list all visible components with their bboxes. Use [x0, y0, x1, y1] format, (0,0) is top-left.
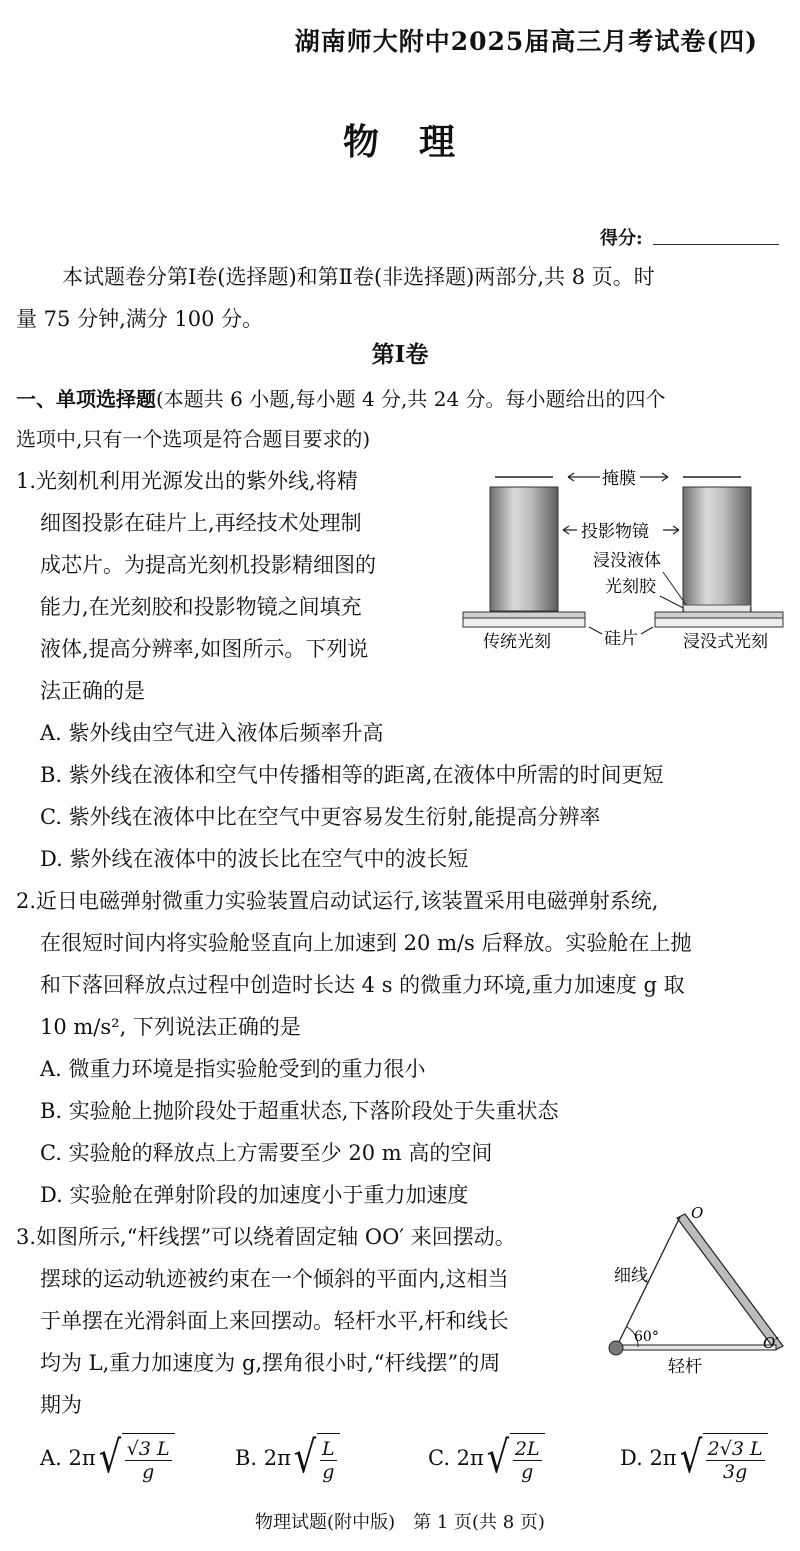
liquid-label: 浸没液体	[593, 551, 661, 571]
sqrt-sign: √ $\frac{2L}{g}$	[484, 1433, 545, 1483]
exam-header-title: 湖南师大附中2025届高三月考试卷(四)	[294, 27, 758, 56]
wafer-arrow-left	[589, 627, 602, 634]
section-one-title: 一、单项选择题	[16, 387, 156, 411]
q3-line-5: 期为	[40, 1393, 82, 1417]
q3-line-1: 3.如图所示,“杆线摆”可以绕着固定轴 OO′ 来回摆动。	[16, 1225, 516, 1249]
q1-option-d: D. 紫外线在液体中的波长比在空气中的波长短	[40, 847, 469, 871]
intro-line-2: 量 75 分钟,满分 100 分。	[16, 307, 264, 331]
lens-arrow-left	[563, 526, 577, 534]
q3-option-b	[235, 1433, 340, 1483]
q3-option-b-den: g	[322, 1461, 335, 1483]
q3-option-a-label: A. 2π	[40, 1446, 96, 1470]
section-one-desc-2: 选项中,只有一个选项是符合题目要求的)	[16, 427, 371, 451]
wafer-right	[655, 618, 783, 627]
q1-line-6: 法正确的是	[40, 679, 145, 703]
q1-line-5: 液体,提高分辨率,如图所示。下列说	[40, 637, 369, 661]
q3-option-d	[620, 1433, 768, 1483]
q2-line-1: 2.近日电磁弹射微重力实验装置启动试运行,该装置采用电磁弹射系统,	[16, 889, 659, 913]
traditional-label: 传统光刻	[483, 632, 551, 652]
q3-options-row	[0, 1433, 800, 1493]
wafer-left-resist	[463, 612, 585, 618]
rod-label: 轻杆	[668, 1357, 702, 1377]
pendulum-ball	[609, 1341, 623, 1355]
mask-arrow-right	[640, 473, 668, 481]
q3-option-c-num: 2L	[514, 1438, 540, 1460]
q3-line-2: 摆球的运动轨迹被约束在一个倾斜的平面内,这相当	[40, 1267, 509, 1291]
q2-option-d: D. 实验舱在弹射阶段的加速度小于重力加速度	[40, 1183, 469, 1207]
q2-option-a: A. 微重力环境是指实验舱受到的重力很小	[40, 1057, 426, 1081]
q3-line-4: 均为 L,重力加速度为 g,摆角很小时,“杆线摆”的周	[40, 1351, 501, 1375]
mask-arrow-left	[568, 473, 600, 481]
page-footer: 物理试题(附中版) 第 1 页(共 8 页)	[255, 1512, 545, 1533]
lens-right	[683, 487, 751, 611]
q1-option-c: C. 紫外线在液体中比在空气中更容易发生衍射,能提高分辨率	[40, 805, 601, 829]
part-one-title: 第Ⅰ卷	[371, 341, 429, 368]
q3-option-c-den: g	[521, 1461, 534, 1483]
sqrt-sign: √ $\frac{L}{g}$	[291, 1433, 340, 1483]
rod-pendulum-figure	[600, 1200, 795, 1385]
q1-line-3: 成芯片。为提高光刻机投影精细图的	[40, 553, 376, 577]
q1-line-4: 能力,在光刻胶和投影物镜之间填充	[40, 595, 362, 619]
intro-line-1: 本试题卷分第Ⅰ卷(选择题)和第Ⅱ卷(非选择题)两部分,共 8 页。时	[62, 265, 655, 289]
q3-line-3: 于单摆在光滑斜面上来回摆动。轻杆水平,杆和线长	[40, 1309, 509, 1333]
lithography-figure	[455, 460, 790, 660]
sqrt-sign: √ $\frac{2√3 L}{3g}$	[677, 1433, 768, 1483]
q3-option-b-num: L	[322, 1438, 335, 1460]
angle-label: 60°	[634, 1329, 659, 1345]
subject-title: 物 理	[342, 121, 457, 163]
wafer-arrow-right	[641, 627, 653, 634]
q3-option-d-num: 2√3 L	[707, 1438, 763, 1460]
wafer-left	[463, 618, 585, 627]
string-label: 细线	[614, 1266, 648, 1286]
section-one-heading	[16, 378, 666, 420]
q3-option-c	[428, 1433, 545, 1483]
photoresist-label: 光刻胶	[605, 577, 656, 597]
q1-line-1: 1.光刻机利用光源发出的紫外线,将精	[16, 469, 358, 493]
sqrt-sign: √ $\frac{√3 L}{g}$	[96, 1433, 175, 1483]
q2-line-2: 在很短时间内将实验舱竖直向上加速到 20 m/s 后释放。实验舱在上抛	[40, 931, 692, 955]
section-one-desc-1: (本题共 6 小题,每小题 4 分,共 24 分。每小题给出的四个	[156, 387, 666, 411]
q2-option-c: C. 实验舱的释放点上方需要至少 20 m 高的空间	[40, 1141, 493, 1165]
mask-label: 掩膜	[602, 469, 636, 489]
score-blank-line	[653, 244, 779, 245]
q3-option-b-label: B. 2π	[235, 1446, 291, 1470]
q3-option-a	[40, 1433, 175, 1483]
q3-option-a-den: g	[142, 1461, 155, 1483]
score-label: 得分:	[600, 228, 643, 249]
point-o-prime-label: O′	[763, 1334, 779, 1352]
q3-option-d-label: D. 2π	[620, 1446, 677, 1470]
q3-option-a-num: √3 L	[126, 1438, 170, 1460]
q1-option-a: A. 紫外线由空气进入液体后频率升高	[40, 721, 384, 745]
wafer-label: 硅片	[604, 629, 638, 649]
q2-option-b: B. 实验舱上抛阶段处于超重状态,下落阶段处于失重状态	[40, 1099, 559, 1123]
q1-line-2: 细图投影在硅片上,再经技术处理制	[40, 511, 362, 535]
light-rod	[618, 1345, 776, 1350]
lens-label: 投影物镜	[581, 522, 649, 542]
lens-arrow-right	[663, 526, 679, 534]
fixed-axis	[677, 1214, 783, 1350]
point-o-label: O	[691, 1204, 704, 1222]
q3-option-d-den: 3g	[723, 1461, 748, 1483]
q2-line-3: 和下落回释放点过程中创造时长达 4 s 的微重力环境,重力加速度 g 取	[40, 973, 685, 997]
immersion-label: 浸没式光刻	[683, 632, 768, 652]
q1-option-b: B. 紫外线在液体和空气中传播相等的距离,在液体中所需的时间更短	[40, 763, 664, 787]
q2-line-4: 10 m/s², 下列说法正确的是	[40, 1015, 301, 1039]
wafer-right-resist	[655, 612, 783, 618]
q3-option-c-label: C. 2π	[428, 1446, 484, 1470]
lens-left	[490, 487, 558, 611]
